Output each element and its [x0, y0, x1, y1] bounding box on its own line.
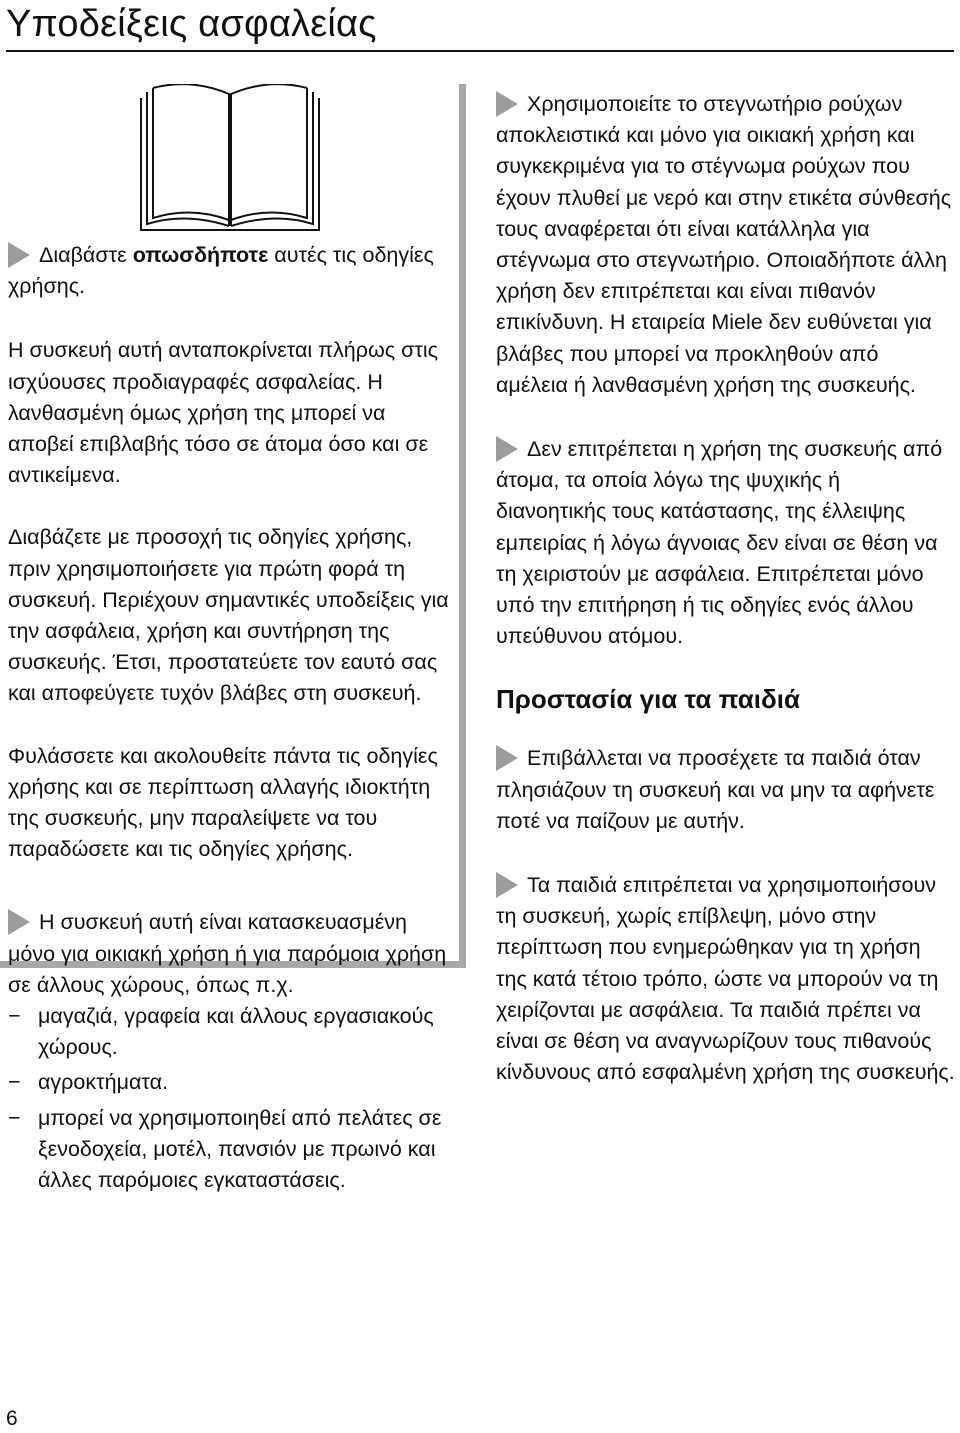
list-item: − μαγαζιά, γραφεία και άλλους εργασιακούς χώρους.	[8, 1001, 456, 1063]
triangle-bullet-icon	[496, 436, 518, 462]
intended-use-paragraph: Χρησιμοποιείτε το στεγνωτήριο ρούχων αποκλειστικά και μόνο για οικιακή χρήση και συγκεκριμένα για το στέγνωμα ρούχων που έχουν πλυθεί με νερό και στην ετικέτα σύνθεσής τους αναφέρεται ότι είναι κατάλληλα για στέγνωμα στο στεγνωτήριο. Οποιαδήποτε άλλη χρήση δεν επιτρέπεται και είναι πιθανόν επικίνδυνη. Η εταιρεία Miele δεν ευθύνεται για βλάβες που μπορεί να προκληθούν από αμέλεια ή λανθασμένη χρήση της συσκευής.	[496, 92, 952, 397]
household-use-paragraph: Η συσκευή αυτή είναι κατασκευασμένη μόνο για οικιακή χρήση ή για παρόμοια χρήση σε άλλους χώρους, όπως π.χ.	[8, 910, 447, 997]
read-instructions-notice: Διαβάστε οπωσδήποτε αυτές τις οδηγίες χρήσης.	[8, 243, 434, 299]
notice-paragraph-1: Η συσκευή αυτή ανταποκρίνεται πλήρως στις ισχύουσες προδιαγραφές ασφαλείας. Η λανθασμένη όμως χρήση της μπορεί να αποβεί επιβλαβής τόσο σε άτομα όσο και σε αντικείμενα.	[8, 338, 438, 488]
open-book-icon	[135, 84, 325, 234]
children-supervision-paragraph: Επιβάλλεται να προσέχετε τα παιδιά όταν πλησιάζουν τη συσκευή και να μην τα αφήνετε ποτέ να παίζουν με αυτήν.	[496, 746, 935, 833]
children-protection-heading: Προστασία για τα παιδιά	[496, 684, 800, 715]
triangle-bullet-icon	[496, 872, 518, 898]
page-number: 6	[6, 1407, 18, 1430]
left-column	[8, 240, 456, 1196]
children-usage-paragraph: Τα παιδιά επιτρέπεται να χρησιμοποιήσουν τη συσκευή, χωρίς επίβλεψη, μόνο στην περίπτωση που ενημερώθηκαν για τη χρήση της κατά τέτοιο τρόπο, ώστε να μπορούν να τη χειρίζονται με ασφάλεια. Τα παιδιά πρέπει να είναι σε θέση να αναγνωρίζουν τους πιθανούς κίνδυνους από εσφαλμένη χρήση της συσκευής.	[496, 873, 955, 1085]
list-item: − μπορεί να χρησιμοποιηθεί από πελάτες σε ξενοδοχεία, μοτέλ, πανσιόν με πρωινό και άλλες παρόμοιες εγκαταστάσεις.	[8, 1103, 456, 1197]
notice-paragraph-3: Φυλάσσετε και ακολουθείτε πάντα τις οδηγίες χρήσης και σε περίπτωση αλλαγής ιδιοκτήτη της συσκευής, μην παραλείψετε να του παραδώσετε και τις οδηγίες χρήσης.	[8, 743, 438, 862]
page-title: Υποδείξεις ασφαλείας	[6, 3, 377, 45]
triangle-bullet-icon	[8, 909, 30, 935]
triangle-bullet-icon	[496, 745, 518, 771]
right-column	[496, 89, 956, 1088]
notice-paragraph-2: Διαβάζετε με προσοχή τις οδηγίες χρήσης, πριν χρησιμοποιήσετε για πρώτη φορά τη συσκευή. Περιέχουν σημαντικές υποδείξεις για την ασφάλεια, χρήση και συντήρηση της συσκευής. Έτσι, προστατεύετε τον εαυτό σας και αποφεύγετε τυχόν βλάβες στη συσκευή.	[8, 525, 449, 706]
list-item: − αγροκτήματα.	[8, 1067, 456, 1098]
triangle-bullet-icon	[8, 242, 30, 268]
restricted-persons-paragraph: Δεν επιτρέπεται η χρήση της συσκευής από άτομα, τα οποία λόγω της ψυχικής ή διανοητικής τους κατάστασης, της έλλειψης εμπειρίας ή λόγω άγνοιας δεν είναι σε θέση να τη χειριστούν με ασφάλεια. Επιτρέπεται μόνο υπό την επιτήρηση ή τις οδηγίες ενός άλλου υπεύθυνου ατόμου.	[496, 437, 943, 649]
title-divider	[6, 50, 954, 52]
usage-locations-list	[8, 1001, 456, 1196]
triangle-bullet-icon	[496, 91, 518, 117]
